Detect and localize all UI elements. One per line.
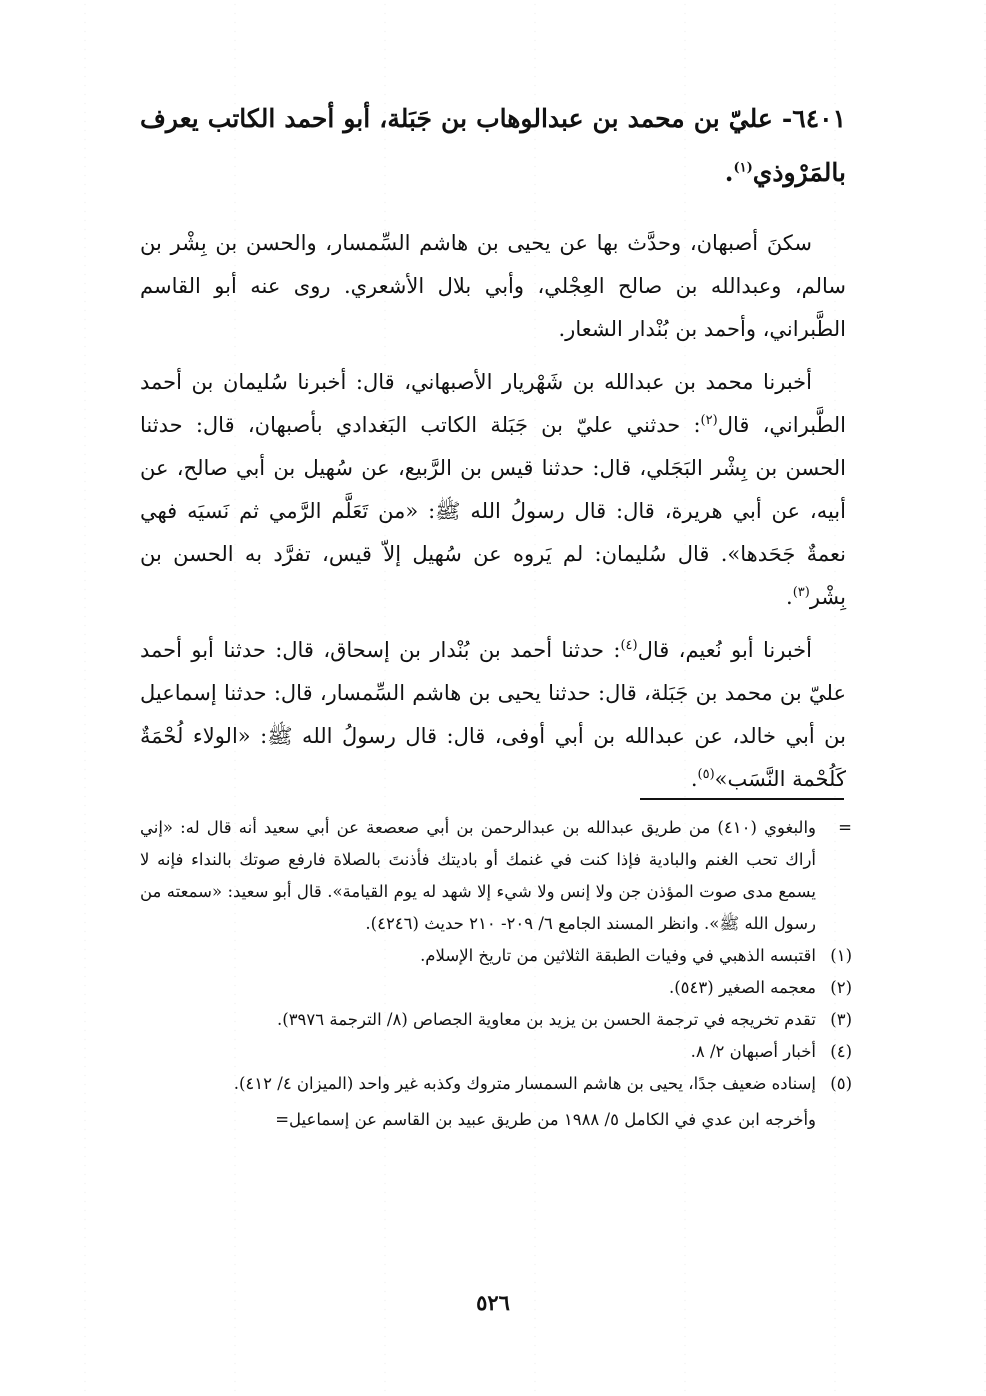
footnote-continuation <box>140 812 852 940</box>
footnote-item <box>140 940 852 972</box>
footnote-ref-4[interactable]: (٤) <box>620 638 638 653</box>
footnote-text: أخبار أصبهان ٢/ ٨. <box>690 1042 816 1061</box>
footnote-text: اقتبسه الذهبي في وفيات الطبقة الثلاثين من تاريخ الإسلام. <box>420 946 816 965</box>
footnote-text: تقدم تخريجه في ترجمة الحسن بن يزيد بن معاوية الجصاص (٨/ الترجمة ٣٩٧٦). <box>277 1010 816 1029</box>
footnote-number: (٢) <box>830 978 852 997</box>
hadith-1-part-b: : حدثني عليّ بن جَبَلة الكاتب البَغدادي بأصبهان، قال: حدثنا الحسن بن بِشْر البَجَلي، قال: حدثنا قيس بن الرَّبيع، عن سُهيل بن أبي صالح، عن أبيه، عن أبي هريرة، قال: قال رسولُ الله ﷺ: «من تَعَلَّم الرَّمي ثم نَسيَه فهي نعمةٌ جَحَدها». قال سُليمان: لم يَروه عن سُهيل إلاّ قيس، تفرَّد به الحسن بن بِشْر <box>140 413 846 609</box>
footnote-item <box>140 972 852 1004</box>
footnotes-block <box>140 812 852 1136</box>
hadith-2-part-b: : حدثنا أحمد بن بُنْدار بن إسحاق، قال: حدثنا أبو أحمد عليّ بن محمد بن جَبَلة، قال: حدثنا يحيى بن هاشم السِّمسار، قال: حدثنا إسماعيل بن أبي خالد، عن عبدالله بن أبي أوفى، قال: قال رسولُ الله ﷺ: «الولاء لُحْمَةٌ كَلُحْمة النَّسَب» <box>140 638 846 791</box>
footnote-text: معجمه الصغير (٥٤٣). <box>668 978 816 997</box>
footnote-item <box>140 1004 852 1036</box>
hadith-paragraph-1 <box>140 361 846 619</box>
hadith-1-part-a: أخبرنا محمد بن عبدالله بن شَهْريار الأصبهاني، قال: أخبرنا سُليمان بن أحمد الطَّبراني، قال <box>140 370 846 437</box>
hadith-paragraph-2 <box>140 629 846 801</box>
footnote-number: (٣) <box>830 1010 852 1029</box>
footnote-ref-1[interactable]: (١) <box>733 160 753 176</box>
footnote-item <box>140 1068 852 1100</box>
continuation-mark: = <box>838 818 852 837</box>
hadith-2-part-a: أخبرنا أبو نُعيم، قال <box>637 638 812 662</box>
footnote-final-line: وأخرجه ابن عدي في الكامل ٥/ ١٩٨٨ من طريق عبيد بن القاسم عن إسماعيل= <box>275 1110 816 1129</box>
footnote-item <box>140 1036 852 1068</box>
footnote-number: (١) <box>830 946 852 965</box>
entry-heading <box>140 92 846 200</box>
footnote-number: (٤) <box>830 1042 852 1061</box>
continuation-text: والبغوي (٤١٠) من طريق عبدالله بن عبدالرحمن بن أبي صعصعة عن أبي سعيد أنه قال له: «إني أراك تحب الغنم والبادية فإذا كنت في غنمك أو باديتك فأذنتَ بالصلاة فارفع صوتك بالنداء فإنه لا يسمع مدى صوت المؤذن جن ولا إنس ولا شيء إلا شهد له يوم القيامة». قال أبو سعيد: «سمعته من رسول الله ﷺ». وانظر المسند الجامع ٦/ ٢٠٩- ٢١٠ حديث (٤٢٤٦). <box>140 818 817 933</box>
biography-paragraph: سكنَ أصبهان، وحدَّث بها عن يحيى بن هاشم السِّمسار، والحسن بن بِشْر بن سالم، وعبدالله بن صالح العِجْلي، وأبي بلال الأشعري. روى عنه أبو القاسم الطَّبراني، وأحمد بن بُنْدار الشعار. <box>140 231 846 341</box>
footnote-ref-5[interactable]: (٥) <box>697 767 715 782</box>
hadith-1-end: . <box>786 585 793 609</box>
footnote-number: (٥) <box>830 1074 852 1093</box>
entry-heading-end: . <box>724 158 734 187</box>
footnote-separator <box>640 798 844 800</box>
footnote-ref-3[interactable]: (٣) <box>792 585 810 600</box>
main-text <box>140 92 846 811</box>
footnote-ref-2[interactable]: (٢) <box>700 413 718 428</box>
entry-heading-text: ٦٤٠١- عليّ بن محمد بن عبدالوهاب بن جَبَلة، أبو أحمد الكاتب يعرف بالمَرْوذي <box>140 104 846 187</box>
footnote-text: إسناده ضعيف جدًا، يحيى بن هاشم السمسار متروك وكذبه غير واحد (الميزان ٤/ ٤١٢). <box>233 1074 816 1093</box>
hadith-2-end: . <box>690 767 698 791</box>
page-number: ٥٢٦ <box>476 1290 510 1315</box>
